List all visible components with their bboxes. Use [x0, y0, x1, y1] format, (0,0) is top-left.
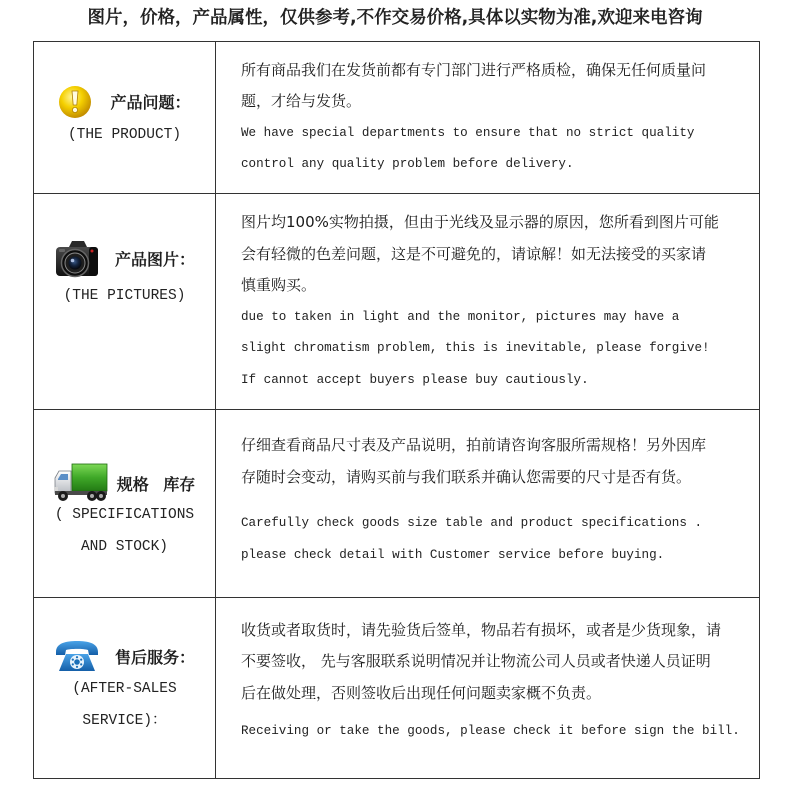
- description-en: [241, 302, 753, 397]
- description-cn: [241, 207, 753, 302]
- description-en-line: control any quality problem before delivery.: [241, 157, 574, 171]
- description-en-line: Carefully check goods size table and product specifications .: [241, 516, 703, 530]
- title-en-line: AND STOCK): [80, 539, 168, 555]
- info-row-specifications: [34, 410, 759, 598]
- description-cn-line: 题，才给与发货。: [241, 92, 362, 110]
- title-cn: 产品图片：: [114, 250, 195, 269]
- description-en-line: If cannot accept buyers please buy cautiously.: [241, 372, 589, 387]
- description-en: [241, 716, 753, 748]
- title-cn: 规格 库存: [116, 474, 196, 494]
- title-en: [55, 499, 194, 563]
- description-en-line: Receiving or take the goods, please check it before sign the bill.: [241, 724, 740, 738]
- description-en-line: slight chromatism problem, this is inevitable, please forgive!: [241, 341, 710, 355]
- title-en-line: (THE PRODUCT): [67, 126, 182, 143]
- title-en: [72, 673, 176, 737]
- description-cn-line: 慎重购买。: [241, 276, 317, 294]
- description-cn-line: 收货或者取货时，请先验货后签单，物品若有损坏，或者是少货现象，请: [241, 620, 722, 639]
- description-en: [241, 118, 753, 181]
- info-row-pictures: [34, 194, 759, 410]
- telephone-icon: [54, 639, 100, 673]
- warning-icon: [58, 85, 92, 119]
- description-cn-line: 会有轻微的色差问题，这是不可避免的，请谅解！如无法接受的买家请: [241, 244, 707, 263]
- description-cn-line: 图片均100%实物拍摄，但由于光线及显示器的原因，您所看到图片可能: [241, 213, 719, 231]
- row-content-cell: [216, 194, 759, 409]
- description-en-line: please check detail with Customer service before buying.: [241, 547, 665, 562]
- description-cn: [241, 430, 753, 493]
- description-cn-line: 所有商品我们在发货前都有专门部门进行严格质检，确保无任何质量问: [241, 60, 707, 79]
- description-cn: [241, 615, 753, 710]
- truck-icon: [54, 463, 108, 503]
- info-row-product: [34, 42, 759, 194]
- row-title: [58, 85, 190, 119]
- row-content-cell: [216, 410, 759, 597]
- title-en-line: ( SPECIFICATIONS: [54, 507, 195, 523]
- info-row-after-sales: [34, 598, 759, 778]
- row-header-cell: [34, 598, 216, 778]
- camera-icon: [54, 238, 100, 280]
- row-content-cell: [216, 598, 759, 778]
- title-en-line: (THE PICTURES): [63, 287, 186, 304]
- notice-banner: 图片，价格，产品属性，仅供参考,不作交易价格,具体以实物为准,欢迎来电咨询: [87, 8, 703, 28]
- info-table: [33, 41, 760, 779]
- row-header-cell: [34, 42, 216, 193]
- row-header-cell: [34, 410, 216, 597]
- row-title: [54, 238, 195, 280]
- title-cn: 售后服务：: [114, 647, 195, 667]
- description-cn-line: 存随时会变动，请购买前与我们联系并确认您需要的尺寸是否有货。: [241, 467, 692, 486]
- row-content-cell: [216, 42, 759, 193]
- title-en: [68, 119, 181, 151]
- row-title: [54, 463, 196, 503]
- description-cn-line: 不要签收， 先与客服联系说明情况并让物流公司人员或者快递人员证明: [241, 652, 711, 670]
- title-en-line: SERVICE)：: [82, 713, 167, 729]
- title-cn: 产品问题：: [110, 93, 191, 112]
- description-cn-line: 后在做处理，否则签收后出现任何问题卖家概不负责。: [241, 683, 602, 702]
- description-en-line: We have special departments to ensure that no strict quality: [241, 125, 695, 140]
- description-cn: [241, 55, 753, 118]
- title-en-line: (AFTER-SALES: [72, 681, 177, 697]
- description-en: [241, 508, 753, 571]
- description-en-line: due to taken in light and the monitor, pictures may have a: [241, 309, 680, 324]
- description-cn-line: 仔细查看商品尺寸表及产品说明，拍前请咨询客服所需规格！另外因库: [241, 436, 707, 454]
- row-title: [54, 639, 195, 673]
- row-header-cell: [34, 194, 216, 409]
- title-en: [64, 280, 186, 312]
